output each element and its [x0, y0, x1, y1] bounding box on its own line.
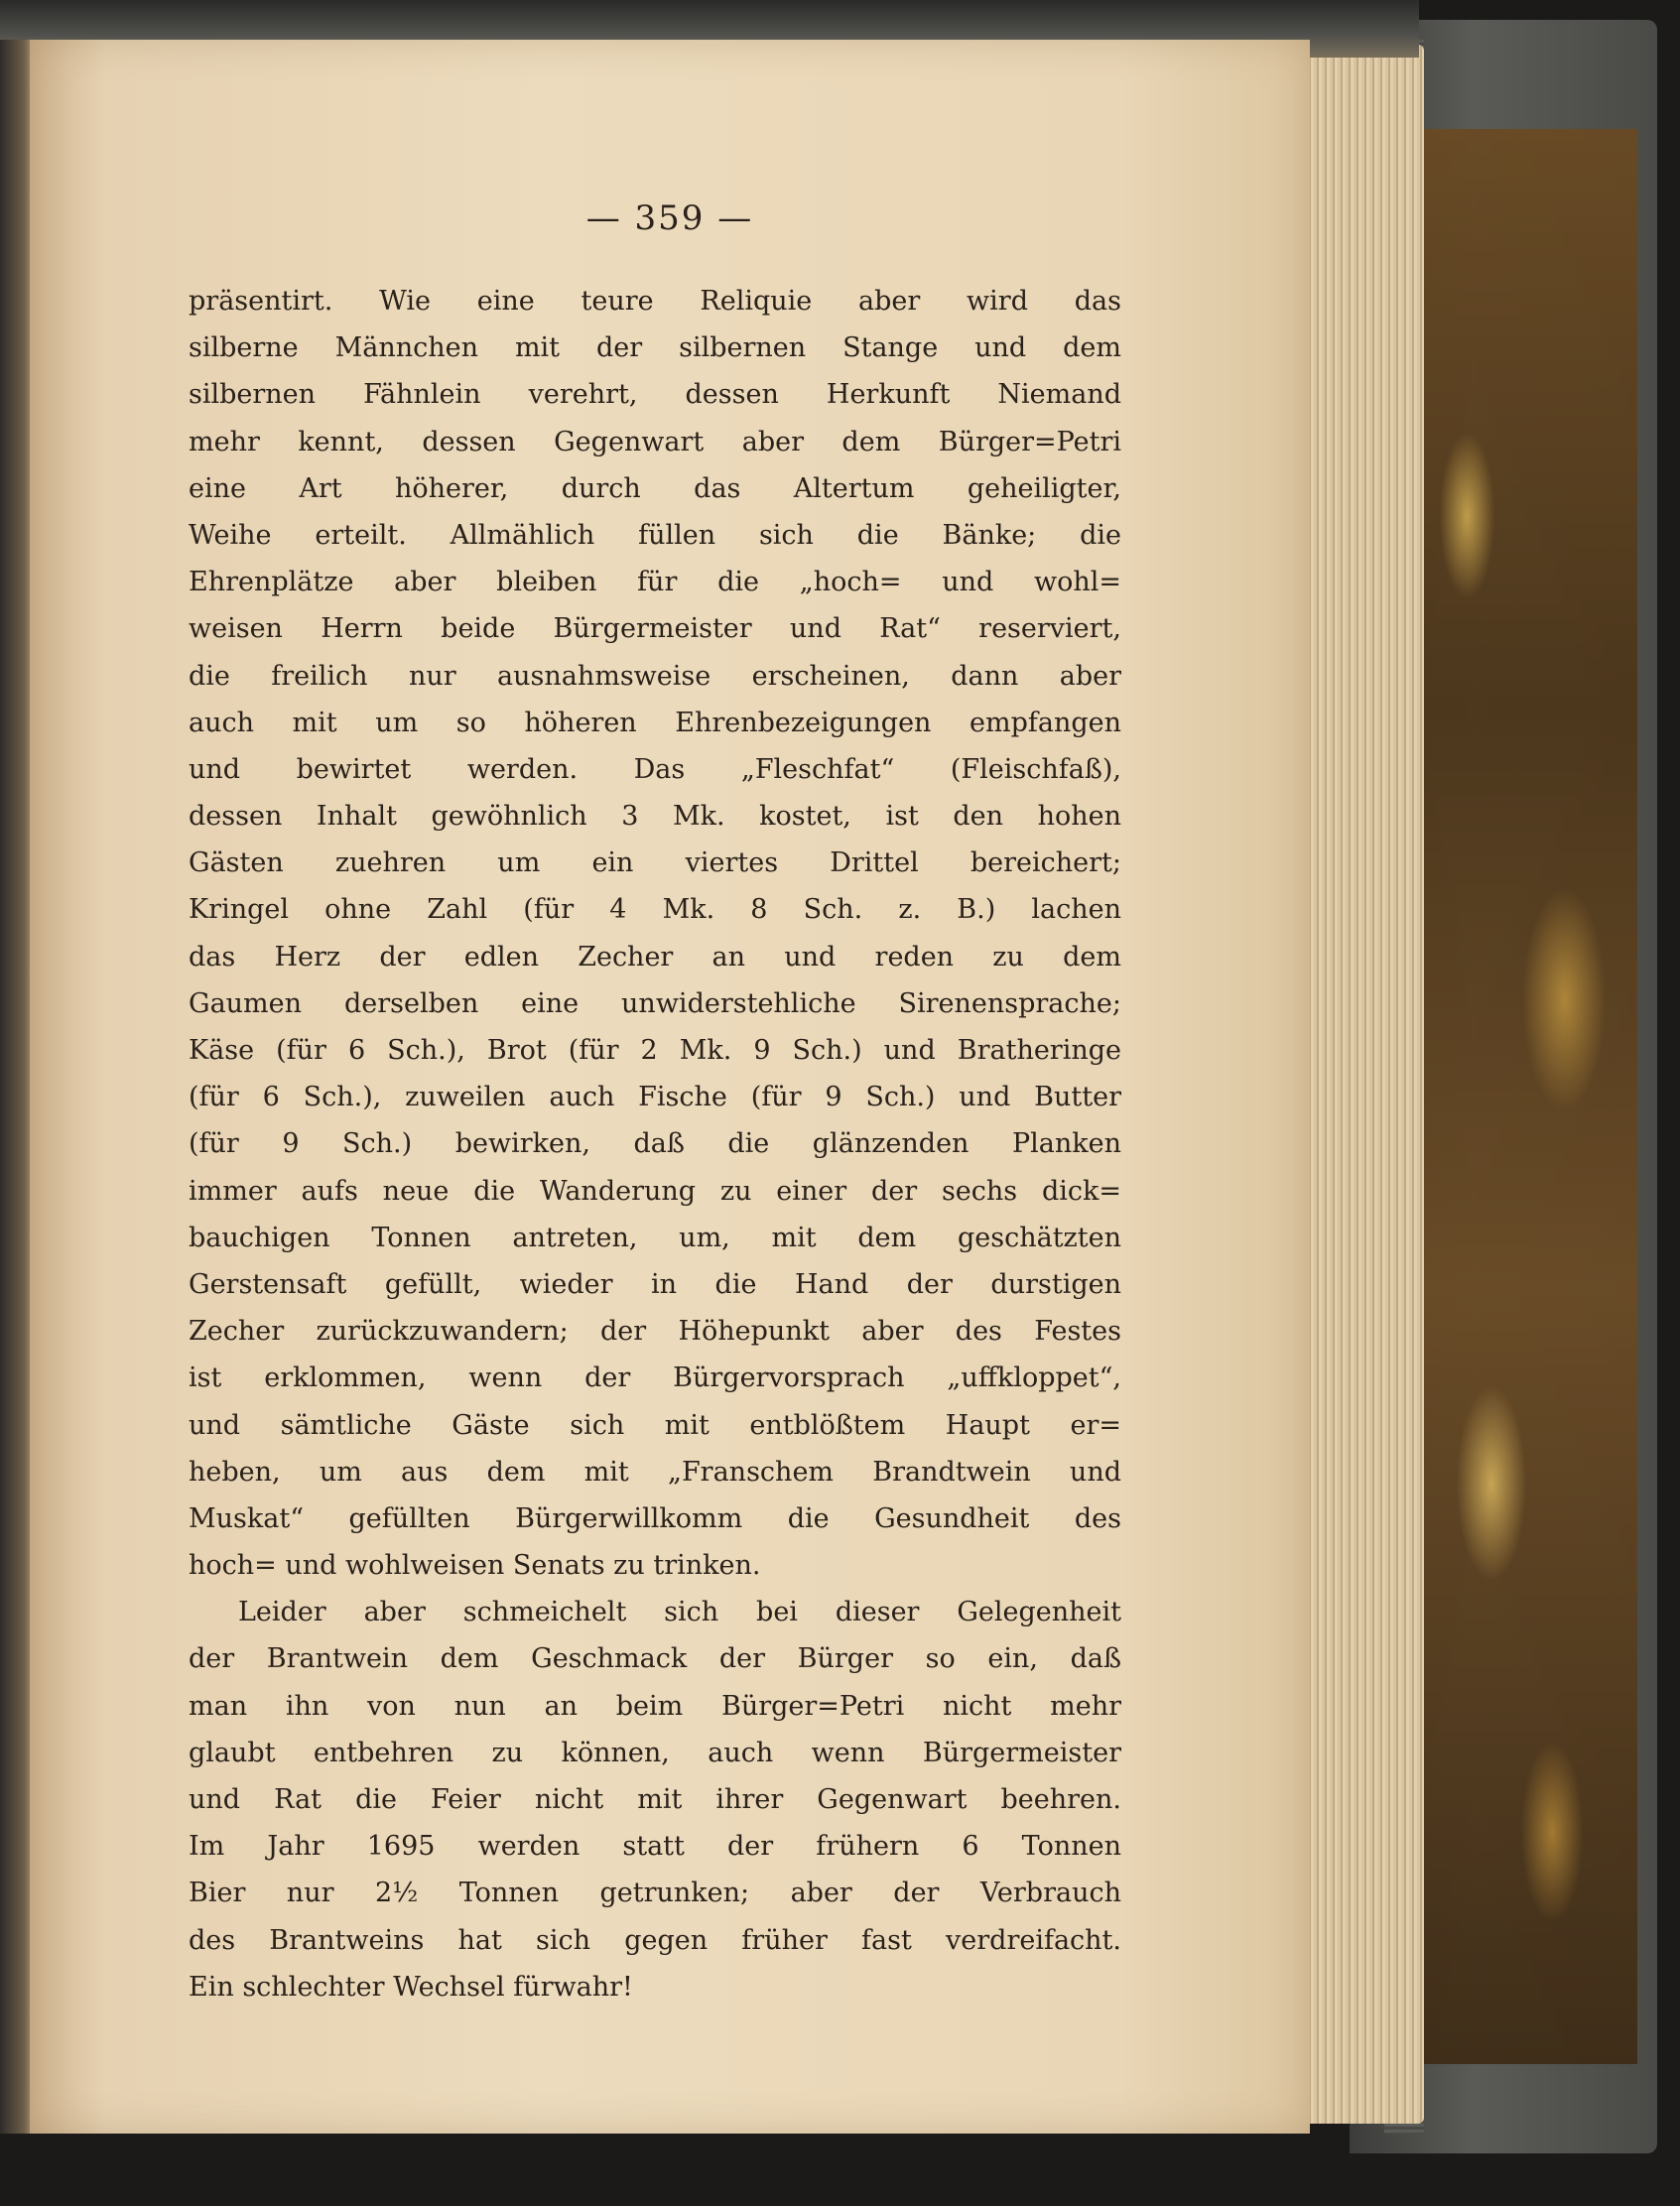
marbled-endpaper: [1394, 129, 1637, 2064]
text-line: Muskat“ gefüllten Bürgerwillkomm die Gesundheit des: [189, 1502, 1121, 1534]
text-line: ist erklommen, wenn der Bürgervorsprach „uffkloppet“,: [189, 1363, 1121, 1394]
text-line: Im Jahr 1695 werden statt der frühern 6 Tonnen: [189, 1831, 1121, 1863]
text-line: glaubt entbehren zu können, auch wenn Bürgermeister: [189, 1737, 1121, 1768]
text-line: präsentirt. Wie eine teure Reliquie aber wird das: [189, 286, 1121, 317]
text-line: Gästen zuehren um ein viertes Drittel bereichert;: [189, 847, 1121, 879]
text-line: weisen Herrn beide Bürgermeister und Rat“ reserviert,: [189, 613, 1121, 645]
page-number: — 359 —: [585, 198, 754, 238]
text-line: silberne Männchen mit der silbernen Stange und dem: [189, 332, 1121, 364]
text-line: auch mit um so höheren Ehrenbezeigungen empfangen: [189, 707, 1121, 738]
text-line: Käse (für 6 Sch.), Brot (für 2 Mk. 9 Sch.) und Bratheringe: [189, 1035, 1121, 1066]
text-line: (für 9 Sch.) bewirken, daß die glänzenden Planken: [189, 1128, 1121, 1160]
text-line: silbernen Fähnlein verehrt, dessen Herkunft Niemand: [189, 379, 1121, 411]
text-line: Gerstensaft gefüllt, wieder in die Hand der durstigen: [189, 1268, 1121, 1300]
text-line: hoch= und wohlweisen Senats zu trinken.: [189, 1550, 761, 1582]
text-line: Ehrenplätze aber bleiben für die „hoch= und wohl=: [189, 567, 1121, 598]
text-line: heben, um aus dem mit „Franschem Brandtwein und: [189, 1456, 1121, 1488]
text-line: Zecher zurückzuwandern; der Höhepunkt aber des Festes: [189, 1316, 1121, 1348]
text-line: des Brantweins hat sich gegen früher fast verdreifacht.: [189, 1924, 1121, 1956]
text-line: Leider aber schmeichelt sich bei dieser Gelegenheit: [238, 1597, 1121, 1628]
text-line: bauchigen Tonnen antreten, um, mit dem geschätzten: [189, 1222, 1121, 1253]
text-line: eine Art höherer, durch das Altertum geheiligter,: [189, 472, 1121, 504]
text-line: Weihe erteilt. Allmählich füllen sich die Bänke; die: [189, 519, 1121, 551]
text-line: Bier nur 2½ Tonnen getrunken; aber der Verbrauch: [189, 1878, 1121, 1909]
text-line: immer aufs neue die Wanderung zu einer der sechs dick=: [189, 1175, 1121, 1207]
text-line: man ihn von nun an beim Bürger=Petri nicht mehr: [189, 1690, 1121, 1722]
text-line: (für 6 Sch.), zuweilen auch Fische (für 9 Sch.) und Butter: [189, 1082, 1121, 1113]
page-block-edges: [1290, 45, 1424, 2124]
book-page: [30, 40, 1310, 2134]
text-line: Kringel ohne Zahl (für 4 Mk. 8 Sch. z. B.) lachen: [189, 894, 1121, 926]
text-line: das Herz der edlen Zecher an und reden zu dem: [189, 941, 1121, 973]
text-line: und Rat die Feier nicht mit ihrer Gegenwart beehren.: [189, 1784, 1121, 1815]
text-line: Gaumen derselben eine unwiderstehliche Sirenensprache;: [189, 987, 1121, 1019]
text-line: mehr kennt, dessen Gegenwart aber dem Bürger=Petri: [189, 426, 1121, 457]
text-line: und sämtliche Gäste sich mit entblößtem Haupt er=: [189, 1409, 1121, 1441]
page-body-text: [189, 278, 1121, 2011]
text-line: die freilich nur ausnahmsweise erscheinen, dann aber: [189, 660, 1121, 692]
text-line: und bewirtet werden. Das „Fleschfat“ (Fleischfaß),: [189, 753, 1121, 785]
text-line: der Brantwein dem Geschmack der Bürger so ein, daß: [189, 1643, 1121, 1675]
text-line: Ein schlechter Wechsel fürwahr!: [189, 1971, 633, 2003]
text-line: dessen Inhalt gewöhnlich 3 Mk. kostet, ist den hohen: [189, 801, 1121, 833]
